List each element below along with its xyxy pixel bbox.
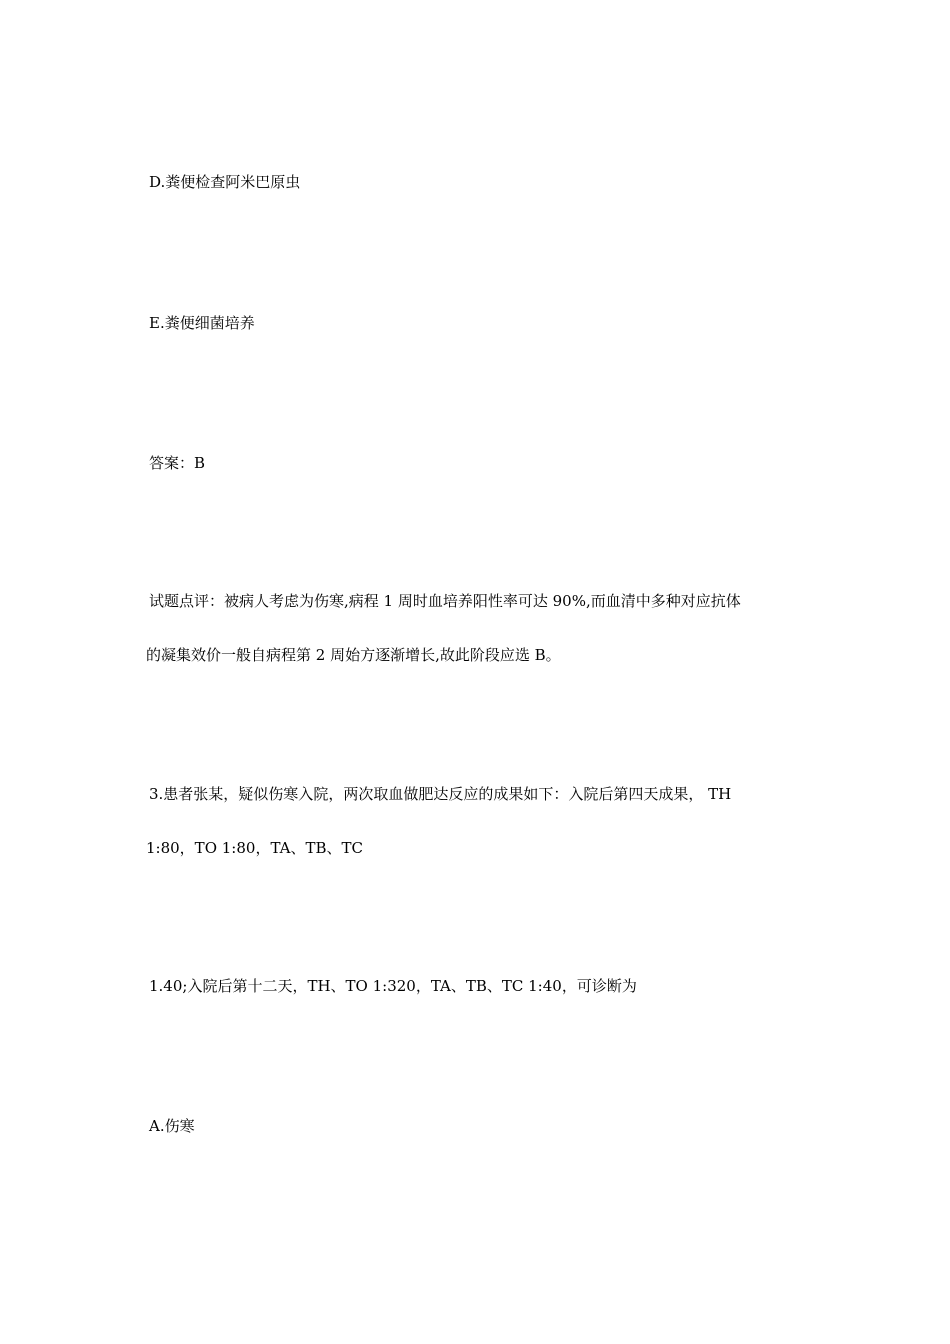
option-a-text: A.伤寒 [149,1117,195,1135]
option-e-text: E.粪便细菌培养 [149,314,255,332]
question-3-line-2: 1:80，TO 1:80，TA、TB、TC [146,839,363,857]
question-3-line-3: 1.40;入院后第十二天，TH、TO 1:320，TA、TB、TC 1:40，可诊断为 [149,977,637,995]
commentary-line-1: 试题点评：被病人考虑为伤寒,病程 1 周时血培养阳性率可达 90%,而血清中多种对应抗体 [149,592,741,610]
question-3-line-1: 3.患者张某，疑似伤寒入院，两次取血做肥达反应的成果如下：入院后第四天成果， TH [149,785,732,803]
answer-text: 答案：B [149,454,206,472]
commentary-line-2: 的凝集效价一般自病程第 2 周始方逐渐增长,故此阶段应选 B。 [146,646,561,664]
option-d-text: D.粪便检查阿米巴原虫 [149,173,301,191]
